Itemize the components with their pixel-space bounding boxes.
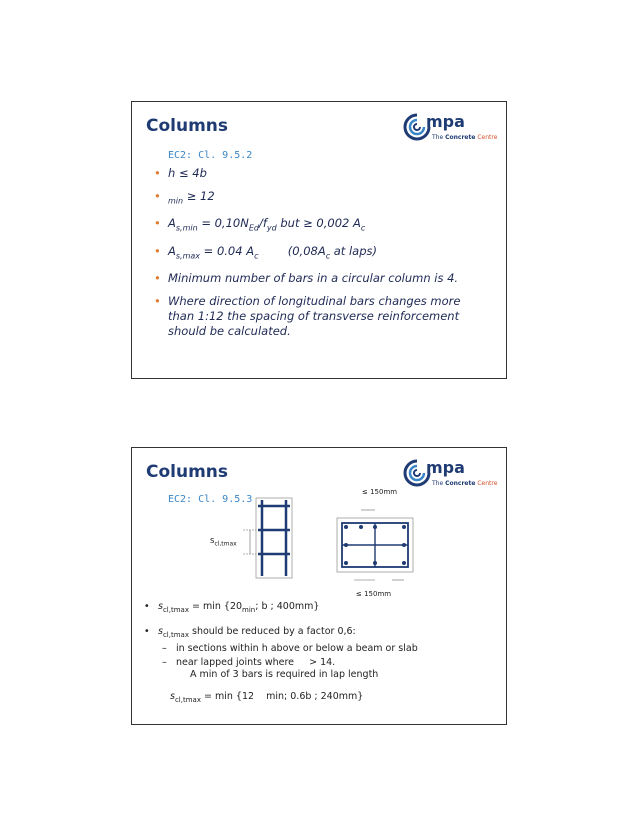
logo-text: mpa — [426, 112, 465, 131]
logo-tagline: The Concrete Centre — [432, 480, 498, 487]
column-cross-section — [337, 510, 413, 580]
clause-reference: EC2: Cl. 9.5.3 — [168, 494, 253, 505]
bullet-item: • h ≤ 4b — [154, 166, 484, 181]
slide-1 — [131, 101, 507, 379]
bullet-item: • $_{min}$ ≥ 12 — [154, 189, 484, 208]
dimension-top-label: ≤ 150mm — [362, 488, 398, 496]
dimension-bottom-label: ≤ 150mm — [356, 590, 392, 598]
bullet-item: • Minimum number of bars in a circular column is 4. — [154, 271, 484, 286]
slide-title: Columns — [146, 116, 229, 136]
slide-2-text — [144, 601, 494, 706]
bullet-item: • $A_{s,max} = 0.04$ $A_c$ ($0,08A_c$ at laps) — [154, 244, 484, 263]
bullet-item: • $A_{s,min} = 0,10N_{Ed}/f_{yd}$ but ≥ 0,002 $A_c$ — [154, 216, 484, 235]
clause-reference: EC2: Cl. 9.5.2 — [168, 150, 253, 161]
dash-item: – near lapped joints where > 14. — [158, 657, 494, 669]
column-section-figure — [242, 488, 422, 600]
bullet-item: • Where direction of longitudinal bars changes more than 1:12 the spacing of transverse reinforcement should be calculated. — [154, 294, 484, 339]
bullet-list — [154, 166, 484, 347]
logo-text: mpa — [426, 458, 465, 477]
slide-2 — [131, 447, 507, 725]
spacing-label: $s_{cl,tmax}$ — [210, 536, 237, 548]
column-elevation — [242, 498, 292, 578]
bullet-item: • $s_{cl,tmax} = \min \{20_{min}$; b ; 400mm} — [144, 601, 494, 616]
slide-title: Columns — [146, 462, 229, 482]
lap-spacing-formula: $s_{cl,tmax} = \min \{12$ min; 0.6b ; 240mm} — [170, 690, 364, 704]
mpa-logo — [402, 108, 498, 148]
logo-tagline: The Concrete Centre — [432, 134, 498, 141]
dash-item: – in sections within h above or below a beam or slab — [158, 643, 494, 655]
lap-note: A min of 3 bars is required in lap length — [190, 668, 379, 680]
bullet-item: • $s_{cl,tmax}$ should be reduced by a factor 0,6: – in sections within h above or below a beam or slab – near lapped joints where > 14. — [144, 626, 494, 669]
